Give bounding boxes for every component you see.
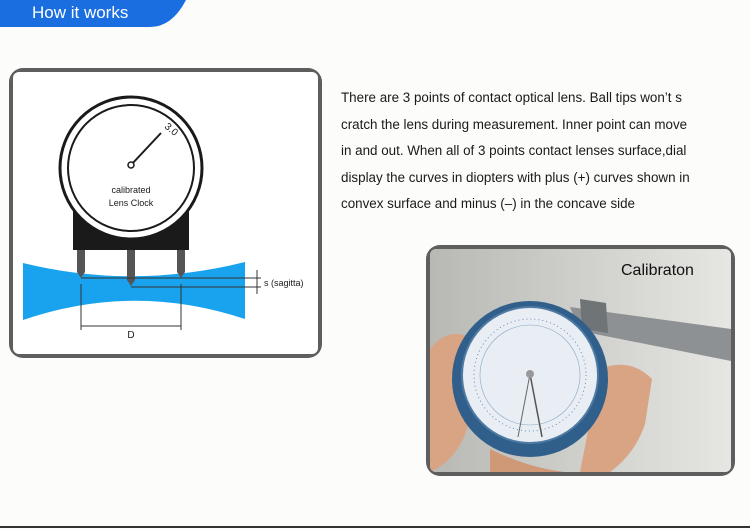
description-line-5: convex surface and minus (–) in the concave side	[341, 196, 636, 211]
description-text	[341, 88, 711, 221]
diagram-frame	[9, 68, 322, 358]
dial-label-line1: calibrated	[111, 185, 151, 195]
probe-left	[77, 250, 85, 272]
sagitta-label: s (sagitta)	[264, 278, 304, 288]
dial-pivot	[128, 162, 134, 168]
section-title: How it works	[32, 3, 129, 22]
calibration-photo	[430, 249, 731, 472]
diameter-label: D	[127, 330, 135, 341]
dial-label-line2: Lens Clock	[108, 198, 154, 208]
photo-caption: Calibraton	[621, 262, 694, 279]
gauge-pivot	[526, 370, 534, 378]
footer-divider	[0, 526, 750, 528]
dial-value: 3.0	[162, 121, 180, 139]
description-line-2: cratch the lens during measurement. Inner point can move	[341, 116, 688, 132]
lens-clock-diagram	[13, 72, 318, 354]
description-line-4: display the curves in diopters with plus (+) curves shown in	[341, 169, 690, 185]
probe-right	[177, 250, 185, 272]
description-line-1: There are 3 points of contact optical lens. Ball tips won’t s	[341, 90, 682, 105]
probe-center	[127, 250, 135, 280]
description-line-3: in and out. When all of 3 points contact lenses surface,dial	[341, 143, 687, 158]
